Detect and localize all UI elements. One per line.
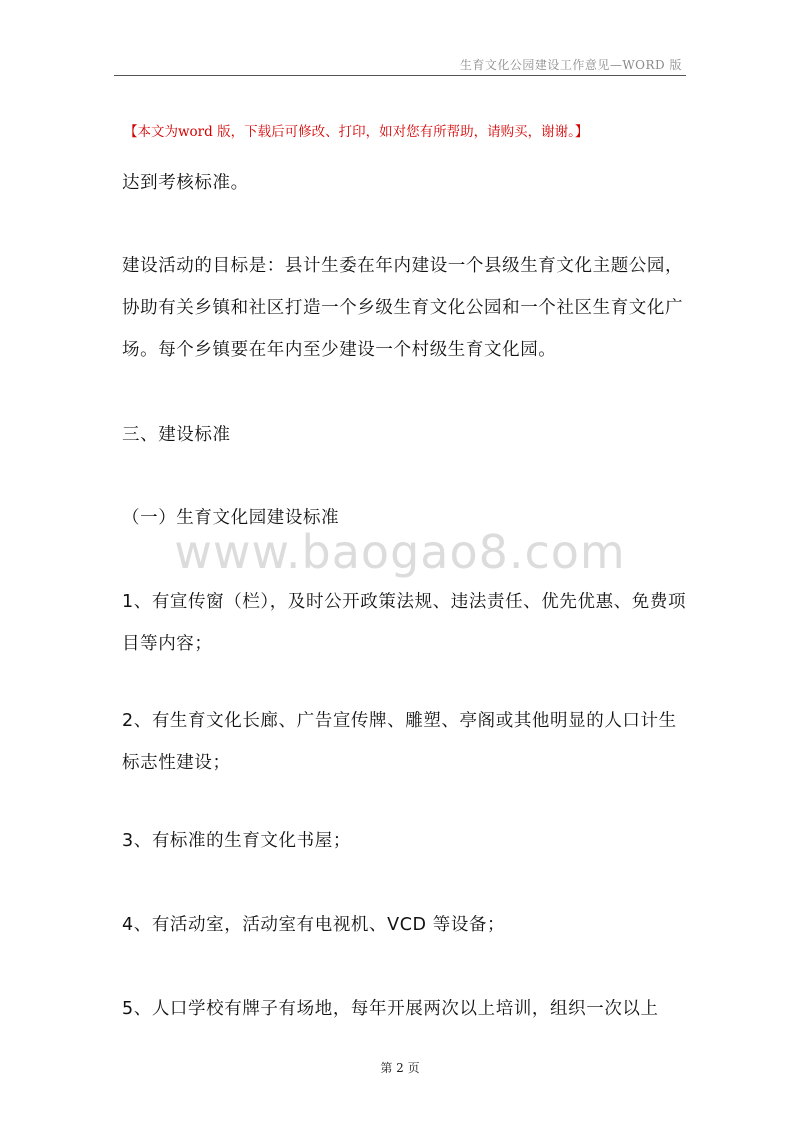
list-item-1: 1、有宣传窗（栏），及时公开政策法规、违法责任、优先优惠、免费项目等内容； xyxy=(122,592,687,654)
list-item-3: 3、有标准的生育文化书屋； xyxy=(122,831,351,851)
list-item-4: 4、有活动室，活动室有电视机、VCD 等设备； xyxy=(122,915,506,935)
download-notice: 【本文为word 版，下载后可修改、打印，如对您有所帮助，请购买，谢谢。】 xyxy=(124,124,589,140)
watermark: www.baogao8.com xyxy=(174,525,626,579)
subsection-heading: （一）生育文化园建设标准 xyxy=(122,508,340,528)
header-rule xyxy=(114,75,686,76)
page-number: 第 2 页 xyxy=(380,1061,420,1075)
paragraph-2: 建设活动的目标是：县计生委在年内建设一个县级生育文化主题公园，协助有关乡镇和社区打造一个乡级生育文化公园和一个社区生育文化广场。每个乡镇要在年内至少建设一个村级生育文化园。 xyxy=(122,256,684,360)
running-header: 生育文化公园建设工作意见—WORD 版 xyxy=(459,58,682,72)
paragraph-1: 达到考核标准。 xyxy=(122,173,249,193)
list-item-2: 2、有生育文化长廊、广告宣传牌、雕塑、亭阁或其他明显的人口计生标志性建设； xyxy=(122,711,677,773)
section-heading: 三、建设标准 xyxy=(122,425,231,445)
list-item-5: 5、人口学校有牌子有场地，每年开展两次以上培训，组织一次以上 xyxy=(122,999,659,1019)
